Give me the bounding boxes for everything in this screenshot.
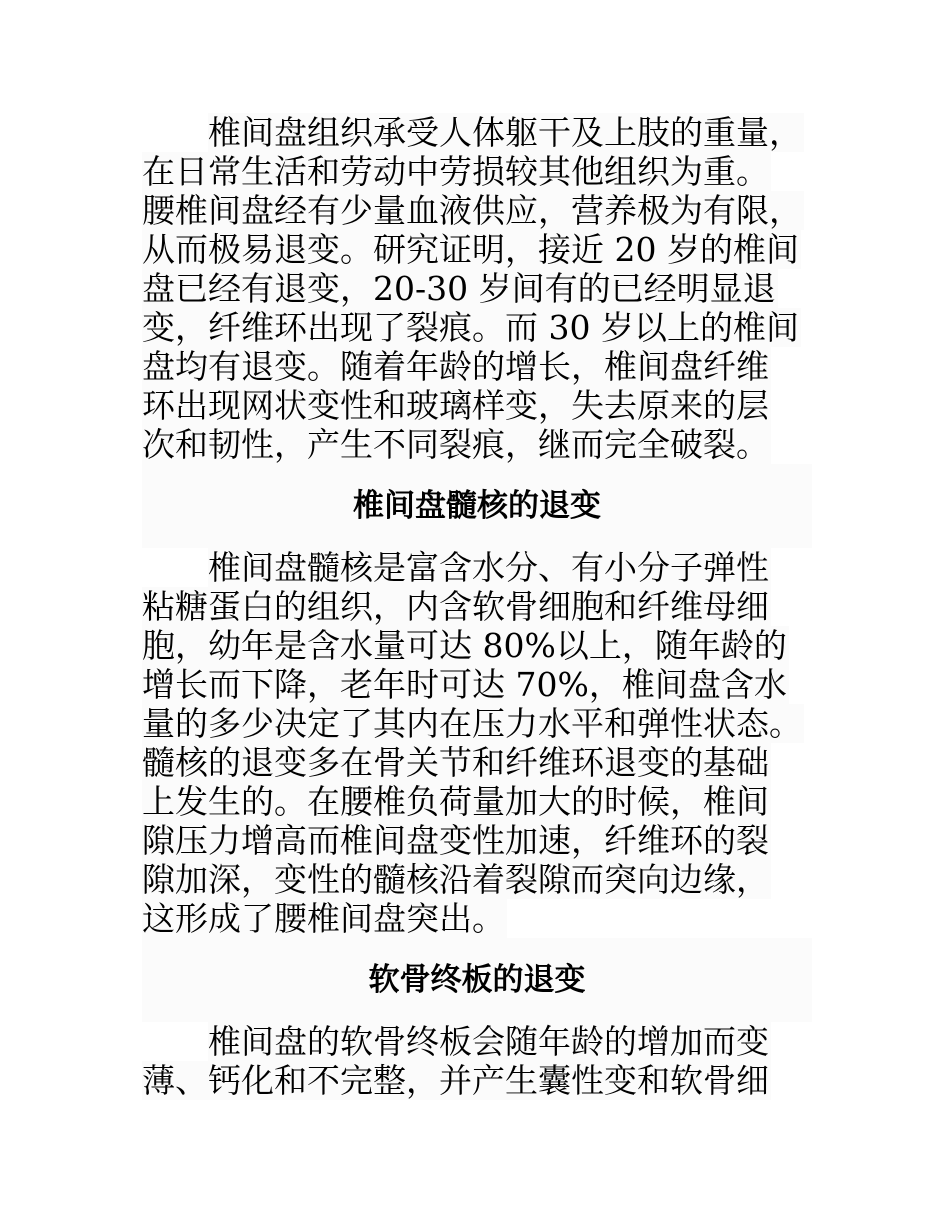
paragraph-3 <box>142 1022 812 1100</box>
paragraph-line: 髓核的退变多在骨关节和纤维环退变的基础 <box>142 743 769 782</box>
paragraph-line: 椎间盘髓核是富含水分、有小分子弹性 <box>208 548 769 587</box>
paragraph-line: 胞，幼年是含水量可达 80%以上，随年龄的 <box>142 626 787 665</box>
section-heading-endplate: 软骨终板的退变 <box>142 938 812 1022</box>
section-heading-nucleus: 椎间盘髓核的退变 <box>142 464 812 548</box>
paragraph-line: 椎间盘的软骨终板会随年龄的增加而变 <box>208 1022 769 1061</box>
paragraph-line: 次和韧性，产生不同裂痕，继而完全破裂。 <box>142 425 769 464</box>
paragraph-line: 盘已经有退变，20-30 岁间有的已经明显退 <box>142 269 776 308</box>
document-body <box>142 113 812 1100</box>
paragraph-line: 这形成了腰椎间盘突出。 <box>142 899 505 938</box>
paragraph-line: 隙压力增高而椎间盘变性加速，纤维环的裂 <box>142 821 769 860</box>
paragraph-line: 从而极易退变。研究证明，接近 20 岁的椎间 <box>142 230 799 269</box>
paragraph-line: 增长而下降，老年时可达 70%，椎间盘含水 <box>142 665 787 704</box>
paragraph-line: 薄、钙化和不完整，并产生囊性变和软骨细 <box>142 1061 769 1100</box>
paragraph-line: 变，纤维环出现了裂痕。而 30 岁以上的椎间 <box>142 308 799 347</box>
paragraph-line: 隙加深，变性的髓核沿着裂隙而突向边缘， <box>142 860 769 899</box>
paragraph-line: 上发生的。在腰椎负荷量加大的时候，椎间 <box>142 782 769 821</box>
paragraph-line: 在日常生活和劳动中劳损较其他组织为重。 <box>142 152 769 191</box>
paragraph-line: 环出现网状变性和玻璃样变，失去原来的层 <box>142 386 769 425</box>
paragraph-2 <box>142 548 812 938</box>
paragraph-line: 粘糖蛋白的组织，内含软骨细胞和纤维母细 <box>142 587 769 626</box>
paragraph-line: 盘均有退变。随着年龄的增长，椎间盘纤维 <box>142 347 769 386</box>
paragraph-1 <box>142 113 812 464</box>
paragraph-line: 椎间盘组织承受人体躯干及上肢的重量， <box>208 113 802 152</box>
paragraph-line: 腰椎间盘经有少量血液供应，营养极为有限， <box>142 191 802 230</box>
paragraph-line: 量的多少决定了其内在压力水平和弹性状态。 <box>142 704 802 743</box>
